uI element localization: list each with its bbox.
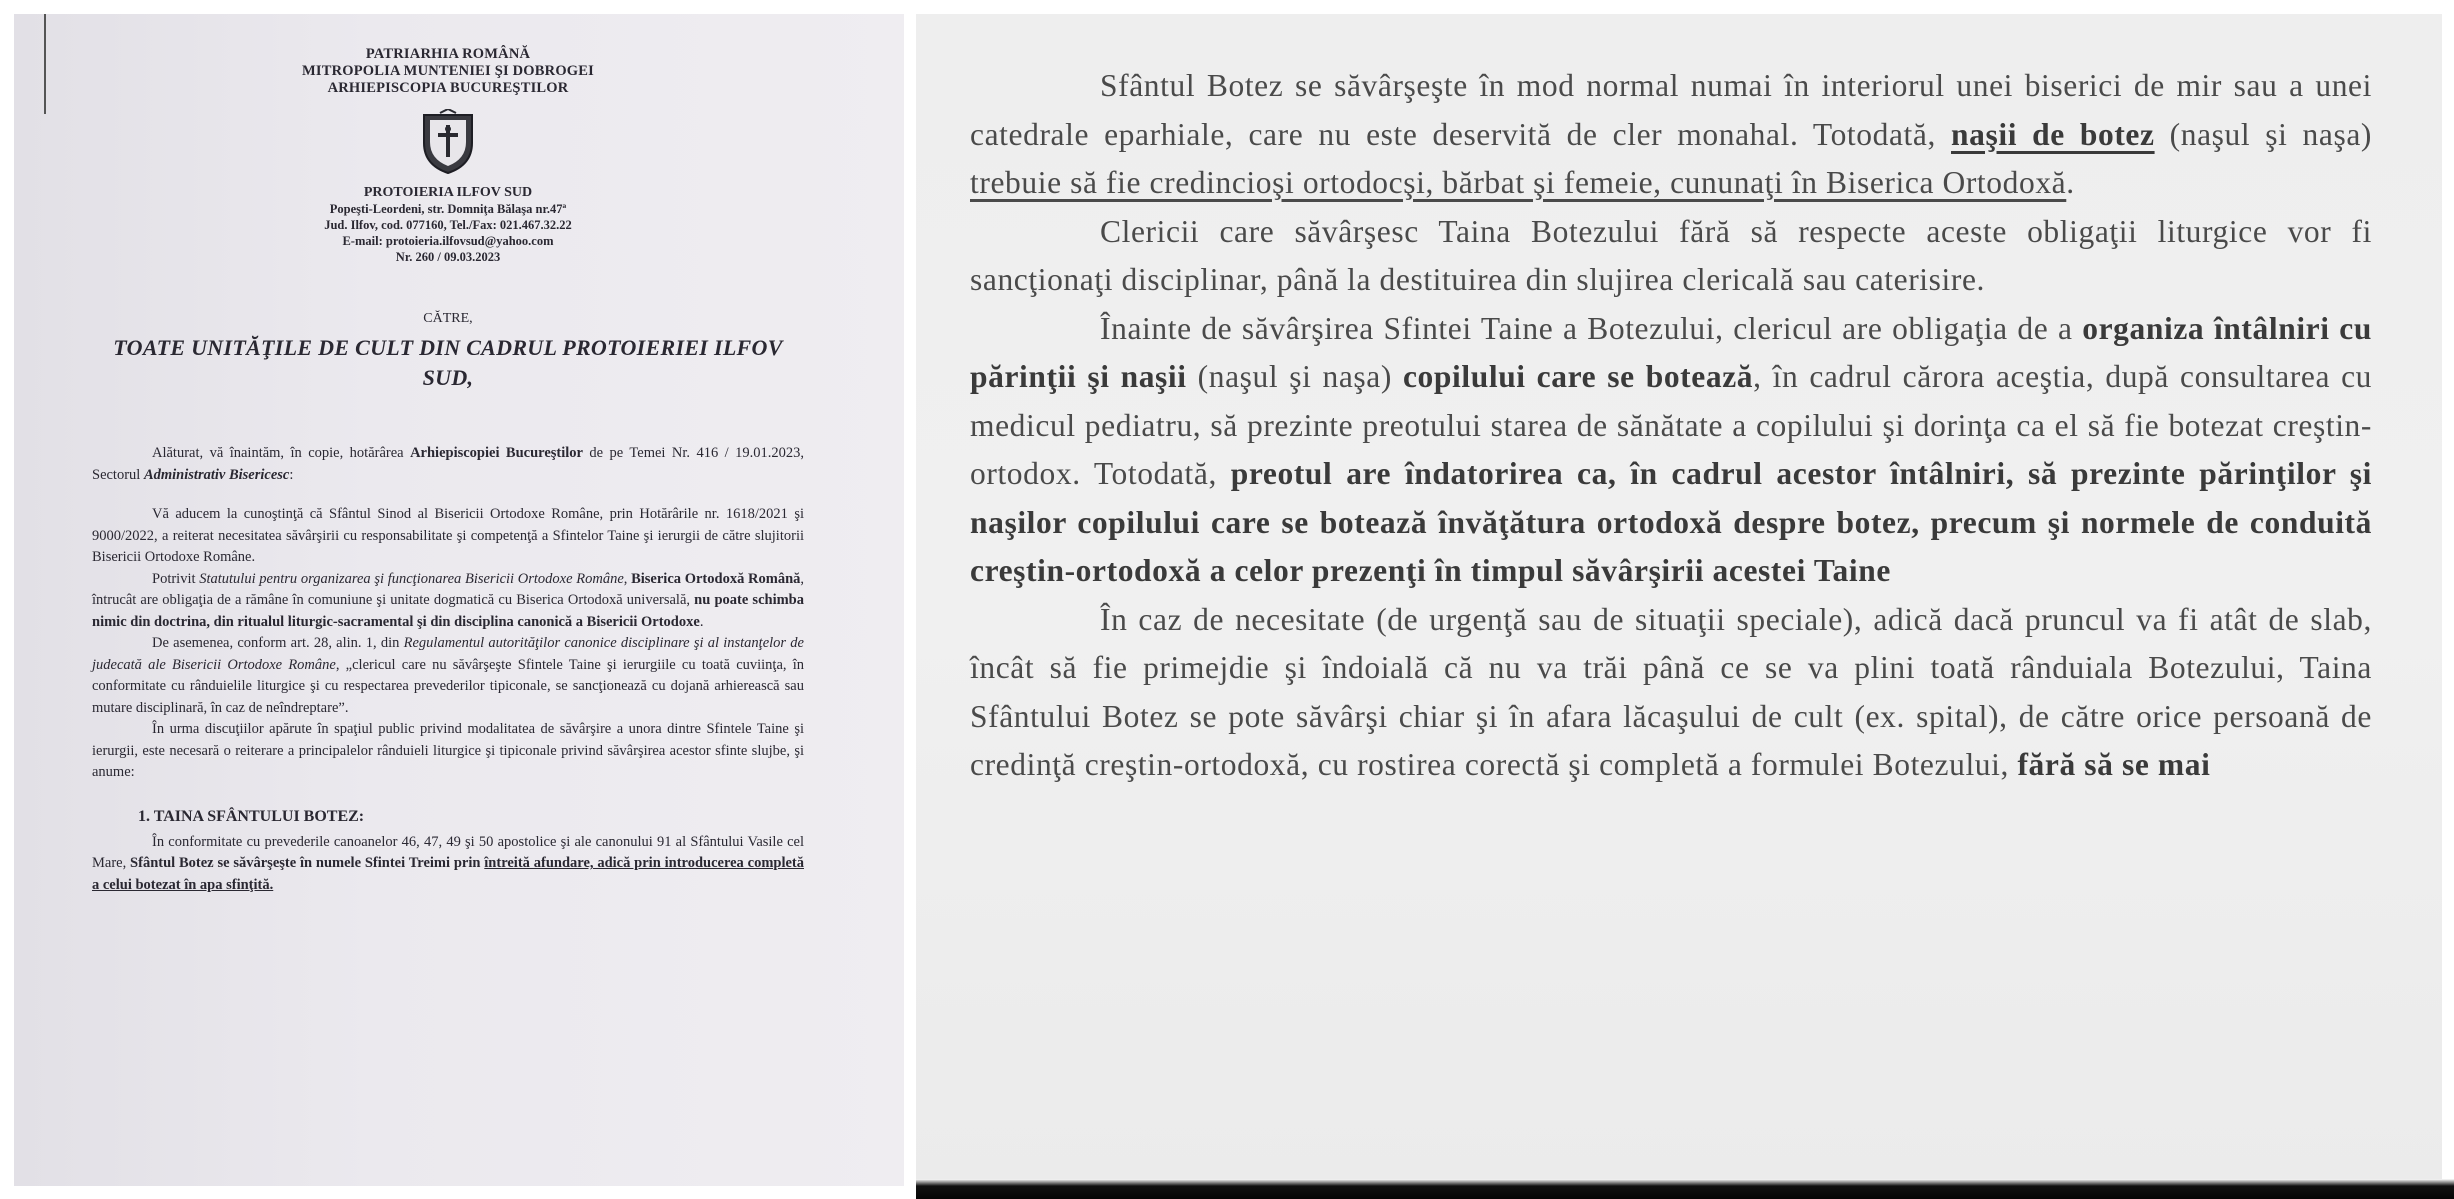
addressee: TOATE UNITĂŢILE DE CULT DIN CADRUL PROTOIERIEI ILFOV SUD, <box>113 335 783 390</box>
meetings-paragraph: Înainte de săvârşirea Sfintei Taine a Botezului, clericul are obligaţia de a organiza întâlniri cu părinţii şi naşii (naşul şi naşa) copilului care se botează, în cadrul cărora aceştia, după consultarea cu medicul pediatru, să prezinte preotului starea de sănătate a copilului şi dorinţa ca el să fie botezat creştin-ortodox. Totodată, preotul are îndatorirea ca, în cadrul acestor întâlniri, să prezinte părinţilor şi naşilor copilului care se botează învăţătura ortodoxă despre botez, precum şi normele de conduită creştin-ortodoxă a celor prezenţi în timpul săvârşirii acestei Taine <box>970 310 2372 588</box>
synod-paragraph: Vă aducem la cunoştinţă că Sfântul Sinod al Bisericii Ortodoxe Române, prin Hotărârile nr. 1618/2021 şi 9000/2022, a reiterat necesitatea săvârşirii cu responsabilitate şi competenţă a Sfintelor Taine şi ierurgii de către slujitorii Bisericii Ortodoxe Române. <box>92 506 804 565</box>
protoierie-name: PROTOIERIA ILFOV SUD <box>363 185 533 200</box>
sanctions-paragraph: Clericii care săvârşesc Taina Botezului fără să respecte aceste obligaţii liturgice vor fi sancţionaţi disciplinar, până la destituirea din slujirea clericală sau caterisire. <box>970 213 2372 297</box>
protoierie-contact: Jud. Ilfov, cod. 077160, Tel./Fax: 021.467.32.22 <box>324 218 572 232</box>
coat-of-arms-icon <box>420 109 476 175</box>
intro-paragraph: Alăturat, vă înaintăm, în copie, hotărârea Arhiepiscopiei Bucureştilor de pe Temei Nr. 416 / 19.01.2023, Sectorul Administrativ Bisericesc: <box>92 445 804 483</box>
regulation-paragraph: De asemenea, conform art. 28, alin. 1, din Regulamentul autorităţilor canonice disciplinare şi al instanţelor de judecată ale Bisericii Ortodoxe Române, „clericul care nu săvârşeşte Sfintele Taine şi ierurgiile cu toată cuviinţa, în conformitate cu rânduielile liturgice şi cu respectarea prevederilor tipiconale, se sancţionează cu dojană arhierească sau mutare disciplinară, în caz de neîndreptare”. <box>92 635 804 716</box>
public-discussion-paragraph: În urma discuţiilor apărute în spaţiul public privind modalitatea de săvârşire a unora dintre Sfintele Taine şi ierurgii, este necesară o reiterare a principalelor rânduieli liturgice şi tipiconale privind săvârşirea acestor sfinte slujbe, şi anume: <box>92 721 804 780</box>
section-title-botez: 1. TAINA SFÂNTULUI BOTEZ: <box>138 807 365 825</box>
margin-mark <box>44 14 46 114</box>
addressee-label: CĂTRE, <box>423 311 473 326</box>
header-patriarhia: PATRIARHIA ROMÂNĂ <box>365 46 531 62</box>
canons-paragraph: În conformitate cu prevederile canoanelor 46, 47, 49 şi 50 apostolice şi ale canonului 91 al Sfântului Vasile cel Mare, Sfântul Botez se săvârşeşte în numele Sfintei Treimi prin întreită afundare, adică prin introducerea completă a celui botezat în apa sfinţită. <box>92 833 805 893</box>
baptism-location-paragraph: Sfântul Botez se săvârşeşte în mod normal numai în interiorul unei biserici de mir sau a unei catedrale eparhiale, care nu este deservită de cler monahal. Totodată, naşii de botez (naşul şi naşa) trebuie să fie credincioşi ortodocşi, bărbat şi femeie, cununaţi în Biserica Ortodoxă. <box>970 68 2372 200</box>
left-document-page <box>14 14 904 1186</box>
statute-paragraph: Potrivit Statutului pentru organizarea şi funcţionarea Bisericii Ortodoxe Române, Biserica Ortodoxă Română, întrucât are obligaţia de a rămâne în comuniune şi unitate dogmatică cu Biserica Ortodoxă universală, nu poate schimba nimic din doctrina, din ritualul liturgic-sacramental şi din disciplina canonică a Bisericii Ortodoxe. <box>92 570 805 630</box>
protoierie-email: E-mail: protoieria.ilfovsud@yahoo.com <box>342 234 554 248</box>
protoierie-address: Popeşti-Leordeni, str. Domniţa Bălaşa nr.47ª <box>329 202 567 216</box>
right-document-page <box>916 14 2442 1186</box>
header-mitropolia: MITROPOLIA MUNTENIEI ŞI DOBROGEI <box>301 63 595 79</box>
emergency-paragraph: În caz de necesitate (de urgenţă sau de situaţii speciale), adică dacă pruncul va fi atât de slab, încât să fie primejdie şi îndoială că nu va trăi până ce se va plini toată rânduiala Botezului, Taina Sfântului Botez se pote săvârşi chiar şi în afara lăcaşului de cult (ex. spital), de către orice persoană de credinţă creştin-ortodoxă, cu rostirea corectă şi completă a formulei Botezului, fără să se mai <box>970 601 2372 782</box>
header-arhiepiscopia: ARHIEPISCOPIA BUCUREŞTILOR <box>327 80 569 96</box>
document-number: Nr. 260 / 09.03.2023 <box>395 250 501 264</box>
page-bottom-shadow <box>916 1179 2454 1199</box>
